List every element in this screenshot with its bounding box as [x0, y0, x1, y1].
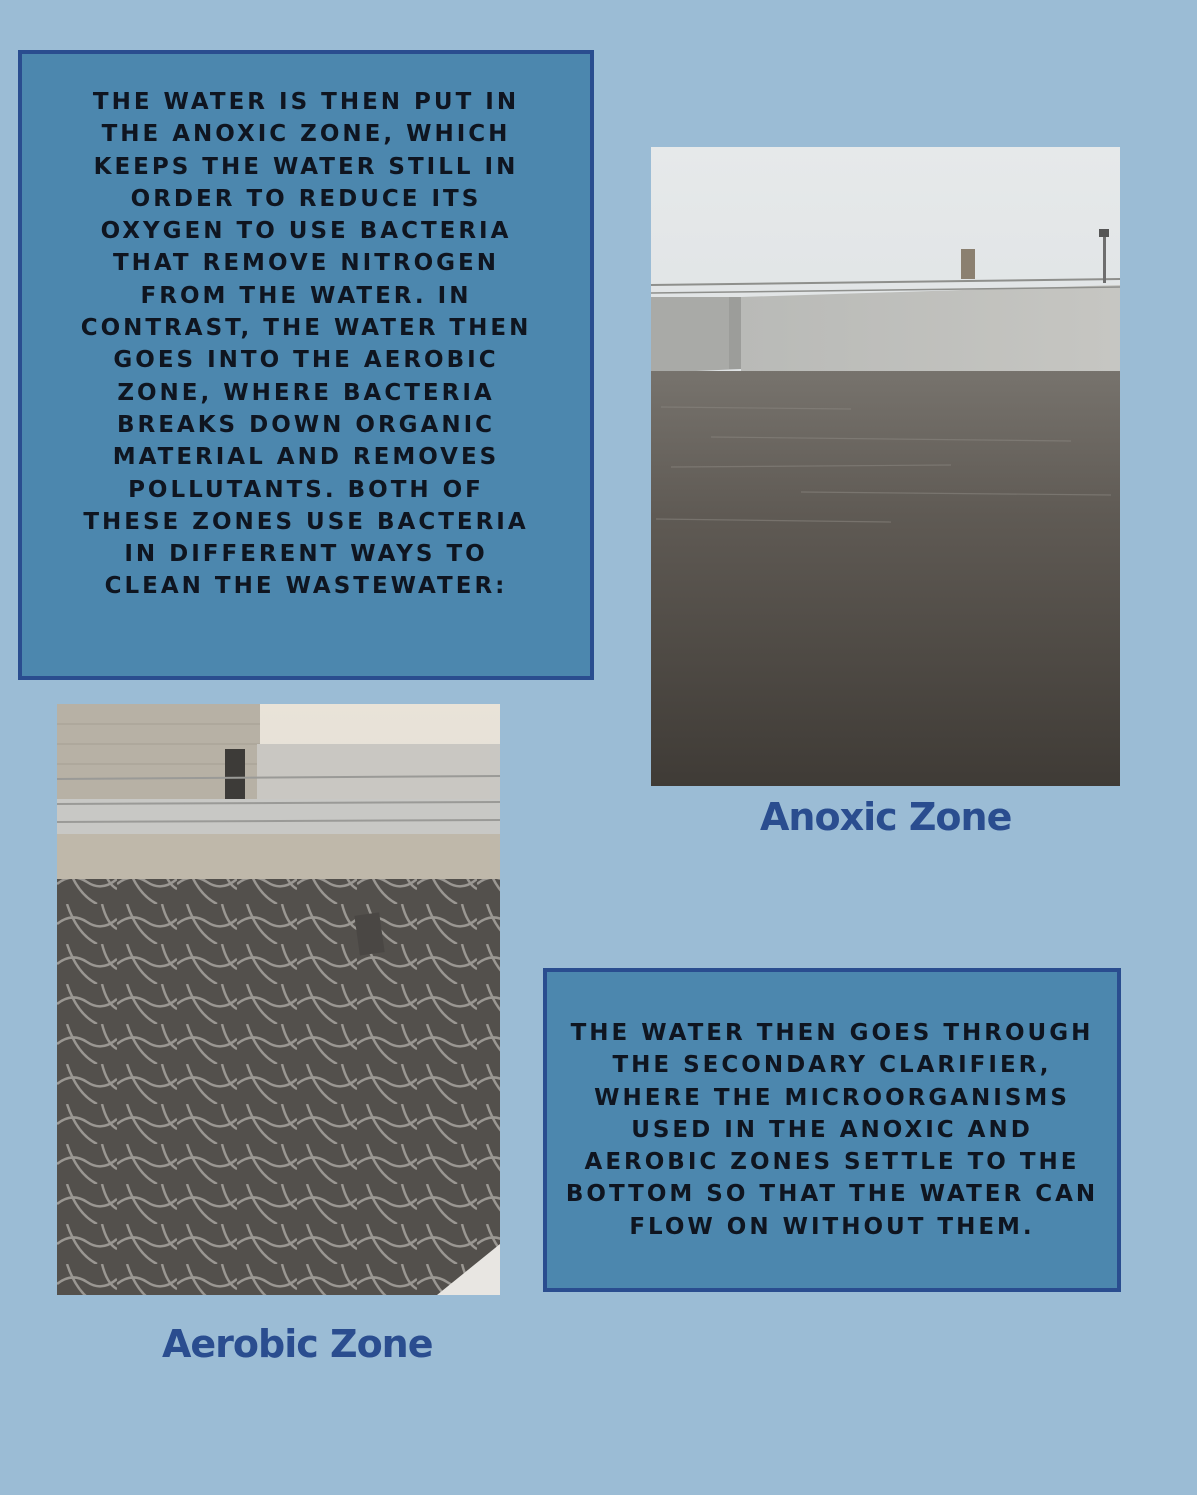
anoxic-zone-caption: Anoxic Zone	[760, 795, 1012, 839]
anoxic-aerobic-description-box	[18, 50, 594, 680]
aerobic-zone-caption: Aerobic Zone	[162, 1322, 433, 1366]
secondary-clarifier-description-text: THE WATER THEN GOES THROUGH THE SECONDARY CLARIFIER, WHERE THE MICROORGANISMS USED IN THE ANOXIC AND AEROBIC ZONES SETTLE TO THE BOTTOM SO THAT THE WATER CAN FLOW ON WITHOUT THEM.	[565, 1019, 1099, 1240]
anoxic-aerobic-description-text: THE WATER IS THEN PUT IN THE ANOXIC ZONE, WHICH KEEPS THE WATER STILL IN ORDER TO REDUCE ITS OXYGEN TO USE BACTERIA THAT REMOVE NITROGEN FROM THE WATER. IN CONTRAST, THE WATER THEN GOES INTO THE AEROBIC ZONE, WHERE BACTERIA BREAKS DOWN ORGANIC MATERIAL AND REMOVES POLLUTANTS. BOTH OF THESE ZONES USE BACTERIA IN DIFFERENT WAYS TO CLEAN THE WASTEWATER:	[80, 89, 532, 600]
aerobic-zone-photo	[57, 704, 500, 1295]
anoxic-zone-photo	[651, 147, 1120, 786]
secondary-clarifier-description-box	[543, 968, 1121, 1292]
